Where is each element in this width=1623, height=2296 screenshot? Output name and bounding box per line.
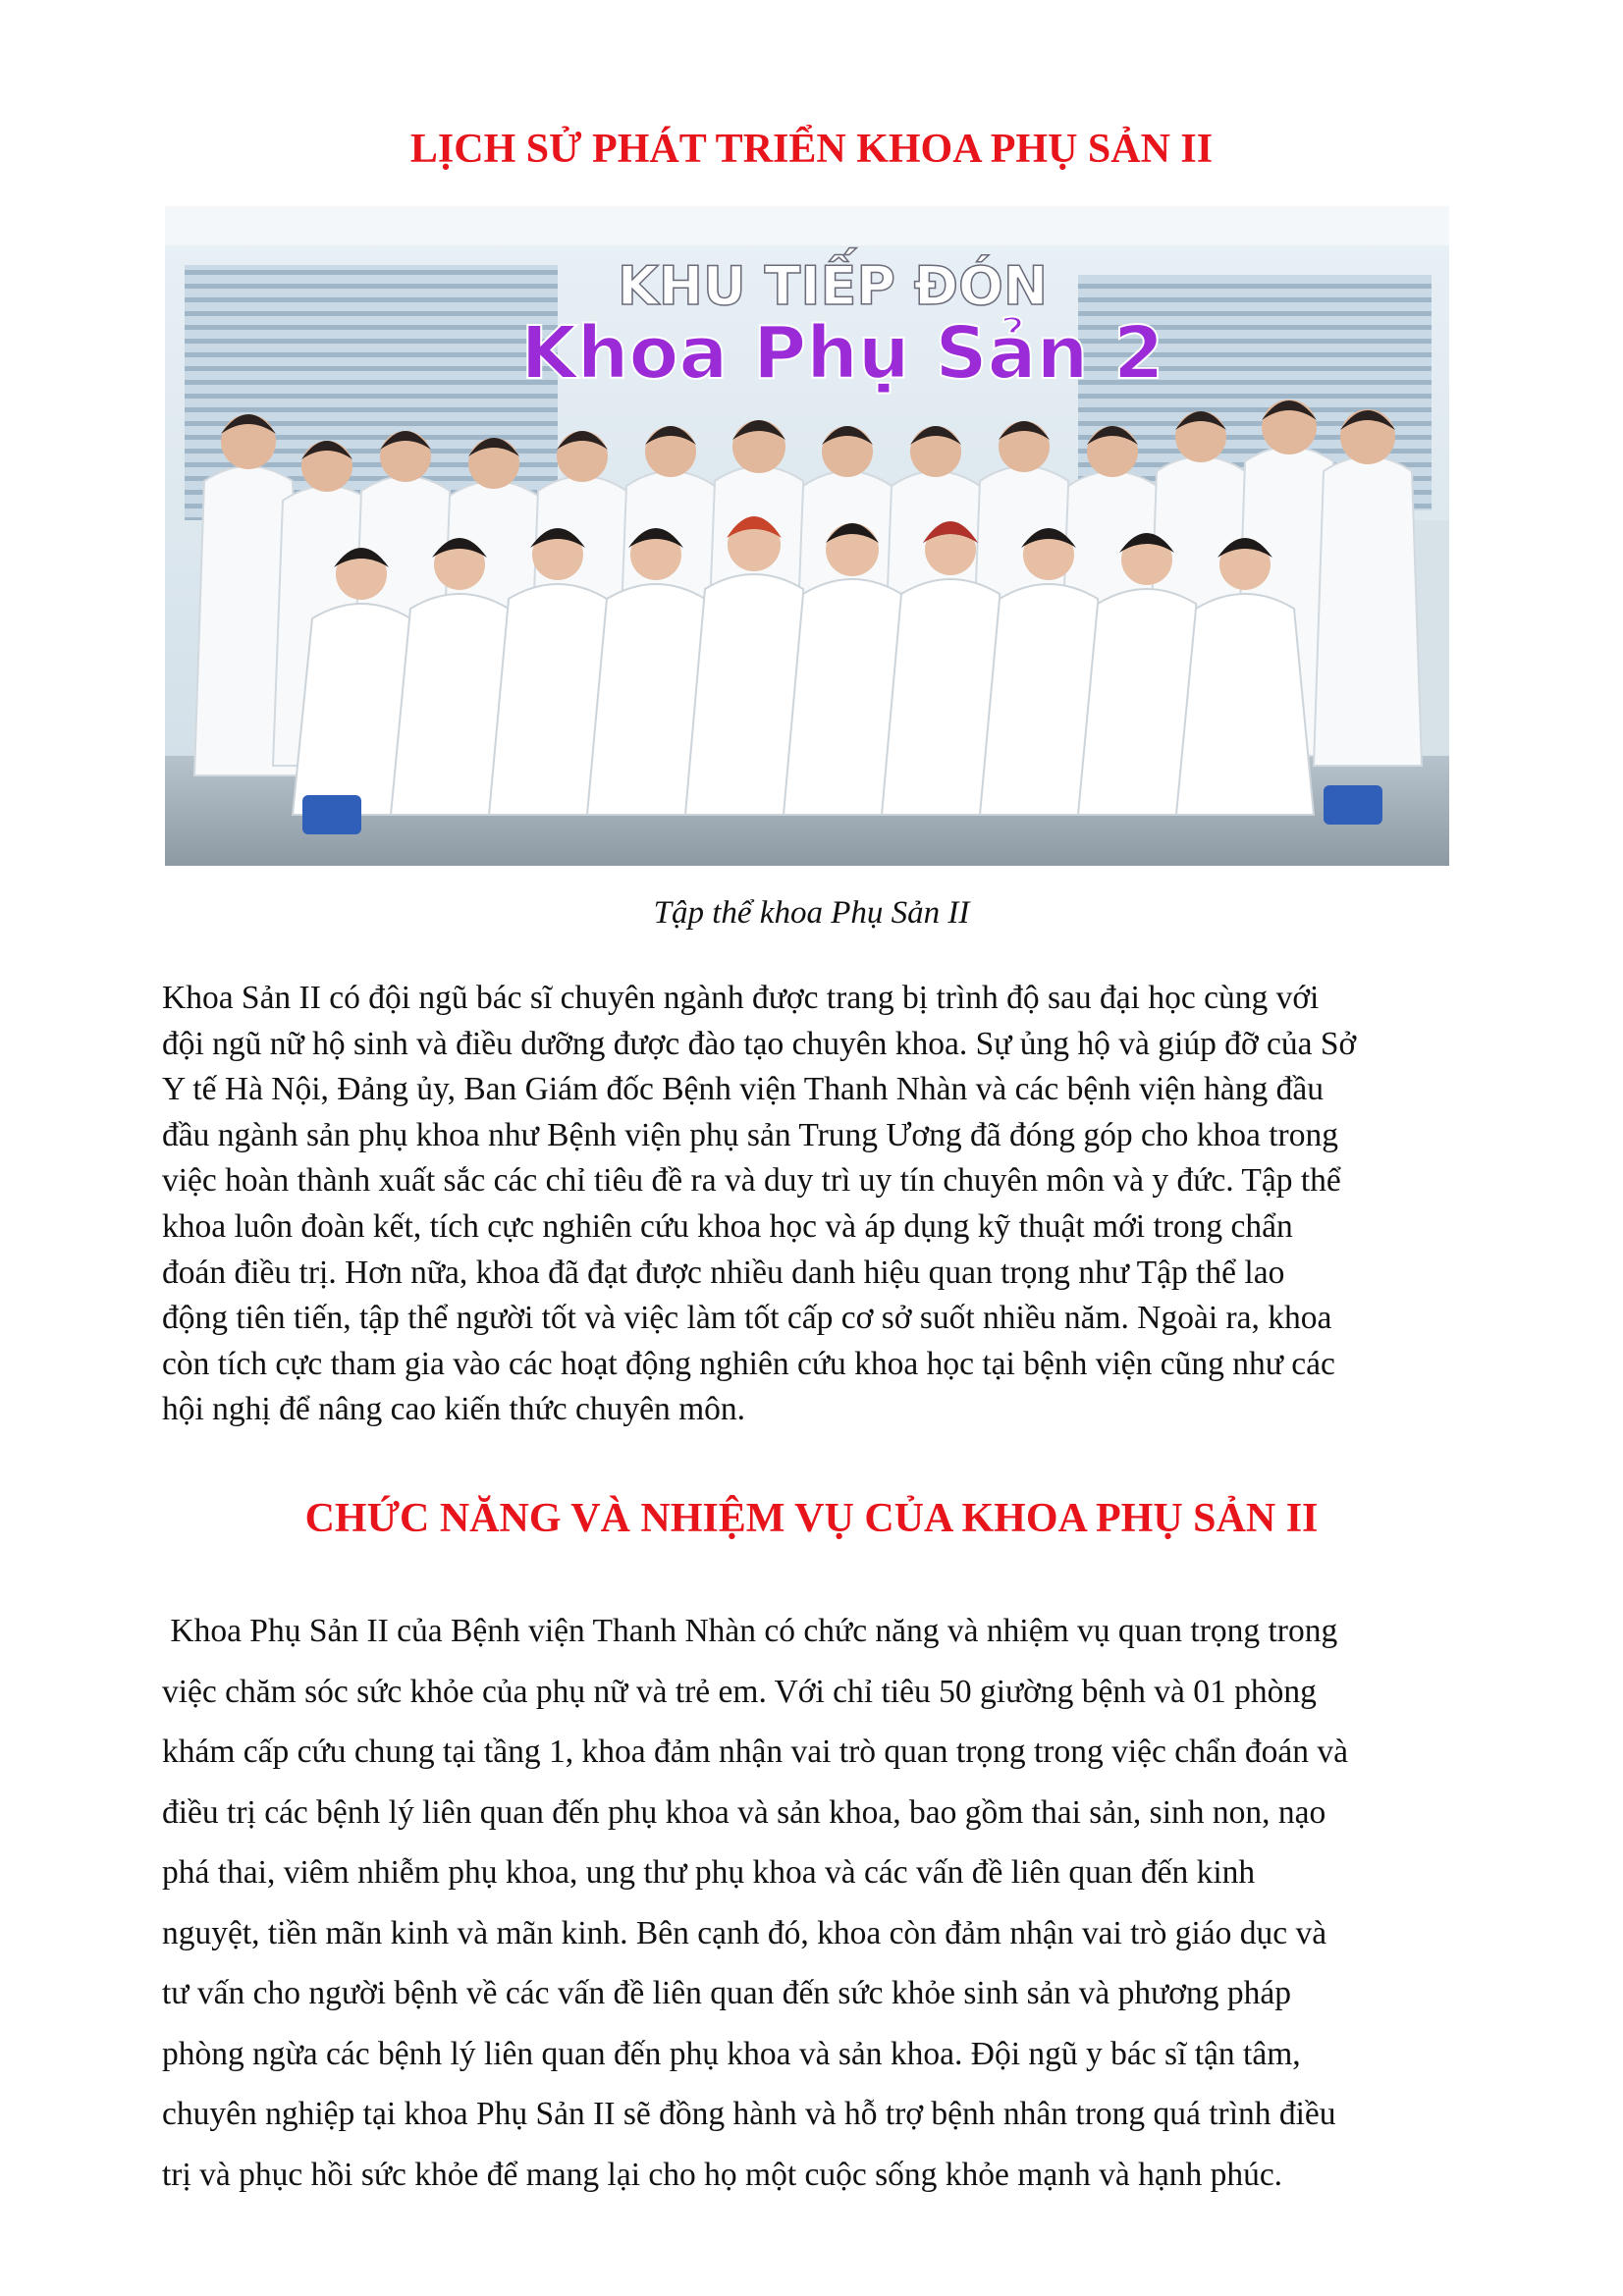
paragraph-line: phá thai, viêm nhiễm phụ khoa, ung thư phụ khoa và các vấn đề liên quan đến kinh [162, 1854, 1256, 1891]
paragraph-line: việc hoàn thành xuất sắc các chỉ tiêu đề ra và duy trì uy tín chuyên môn và y đức. Tập thể [162, 1162, 1341, 1200]
paragraph-line: đoán điều trị. Hơn nữa, khoa đã đạt được nhiều danh hiệu quan trọng như Tập thể lao [162, 1254, 1285, 1291]
paragraph-line: phòng ngừa các bệnh lý liên quan đến phụ khoa và sản khoa. Đội ngũ y bác sĩ tận tâm, [162, 2035, 1301, 2072]
paragraph-line: Y tế Hà Nội, Đảng ủy, Ban Giám đốc Bệnh viện Thanh Nhàn và các bệnh viện hàng đầu [162, 1071, 1325, 1108]
paragraph-line: hội nghị để nâng cao kiến thức chuyên môn. [162, 1391, 746, 1428]
paragraph-line: đội ngũ nữ hộ sinh và điều dưỡng được đào tạo chuyên khoa. Sự ủng hộ và giúp đỡ của Sở [162, 1025, 1357, 1062]
paragraph-line: Khoa Phụ Sản II của Bệnh viện Thanh Nhàn có chức năng và nhiệm vụ quan trọng trong [162, 1613, 1338, 1649]
paragraph-line: động tiên tiến, tập thể người tốt và việc làm tốt cấp cơ sở suốt nhiều năm. Ngoài ra, khoa [162, 1300, 1332, 1337]
paragraph-functions [162, 1601, 1460, 2205]
sign-line-2: Khoa Phụ Sản 2 [520, 311, 1164, 396]
paragraph-line: việc chăm sóc sức khỏe của phụ nữ và trẻ em. Với chỉ tiêu 50 giường bệnh và 01 phòng [162, 1673, 1317, 1710]
paragraph-line: đầu ngành sản phụ khoa như Bệnh viện phụ sản Trung Ương đã đóng góp cho khoa trong [162, 1116, 1338, 1153]
paragraph-line: Khoa Sản II có đội ngũ bác sĩ chuyên ngành được trang bị trình độ sau đại học cùng với [162, 980, 1320, 1016]
paragraph-line: khám cấp cứu chung tại tầng 1, khoa đảm nhận vai trò quan trọng trong việc chẩn đoán và [162, 1734, 1348, 1770]
paragraph-history [162, 976, 1460, 1433]
paragraph-line: còn tích cực tham gia vào các hoạt động nghiên cứu khoa học tại bệnh viện cũng như các [162, 1345, 1335, 1382]
paragraph-line: chuyên nghiệp tại khoa Phụ Sản II sẽ đồng hành và hỗ trợ bệnh nhân trong quá trình điều [162, 2096, 1336, 2132]
paragraph-line: điều trị các bệnh lý liên quan đến phụ khoa và sản khoa, bao gồm thai sản, sinh non, nạo [162, 1793, 1326, 1831]
group-photo [165, 206, 1449, 866]
section-heading-functions: CHỨC NĂNG VÀ NHIỆM VỤ CỦA KHOA PHỤ SẢN II [304, 1496, 1319, 1541]
photo-caption: Tập thể khoa Phụ Sản II [653, 895, 970, 931]
section-heading-history: LỊCH SỬ PHÁT TRIỂN KHOA PHỤ SẢN II [409, 127, 1214, 172]
paragraph-line: khoa luôn đoàn kết, tích cực nghiên cứu khoa học và áp dụng kỹ thuật mới trong chẩn [162, 1207, 1293, 1245]
paragraph-line: trị và phục hồi sức khỏe để mang lại cho họ một cuộc sống khỏe mạnh và hạnh phúc. [162, 2156, 1283, 2193]
paragraph-line: tư vấn cho người bệnh về các vấn đề liên quan đến sức khỏe sinh sản và phương pháp [162, 1975, 1291, 2011]
paragraph-line: nguyệt, tiền mãn kinh và mãn kinh. Bên cạnh đó, khoa còn đảm nhận vai trò giáo dục và [162, 1914, 1327, 1951]
sign-line-1: KHU TIẾP ĐÓN [617, 255, 1049, 317]
